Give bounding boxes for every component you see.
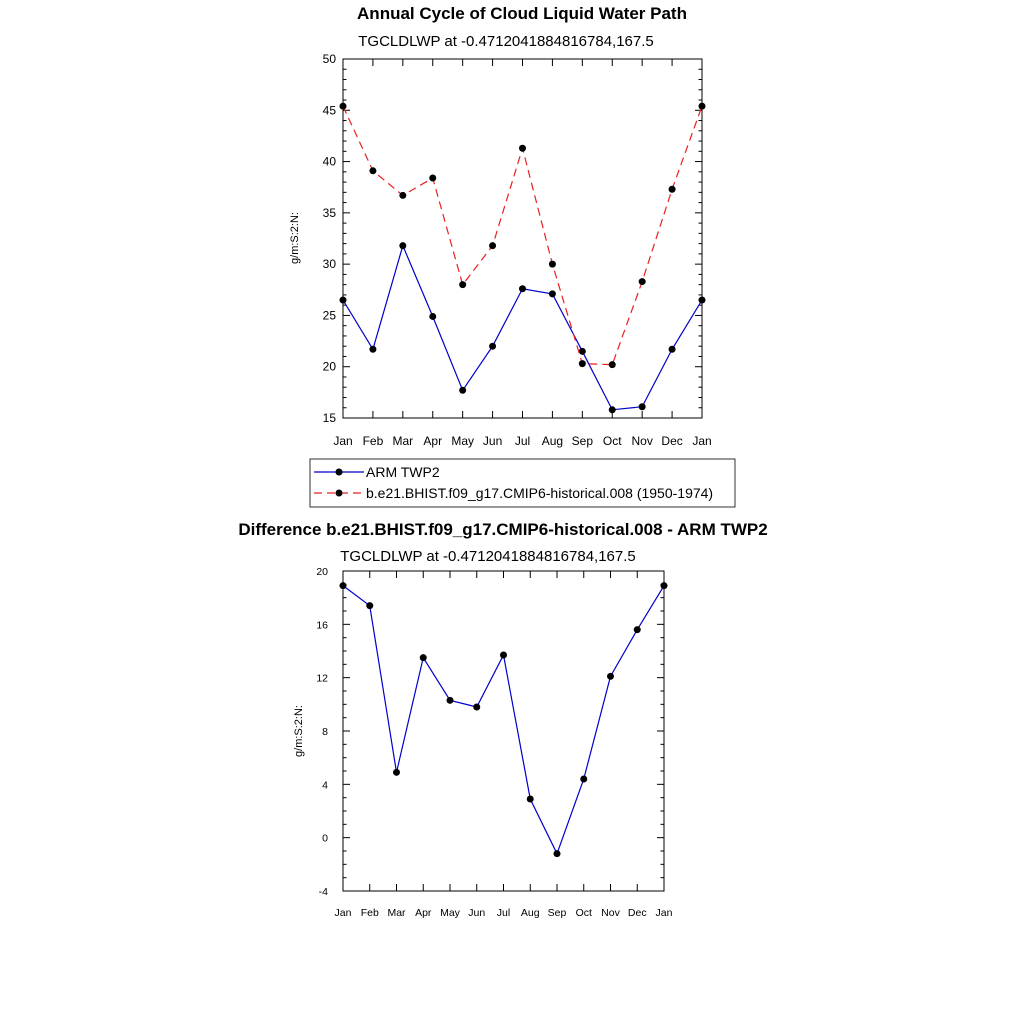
series-0-point [607,673,614,680]
x-tick-label: Mar [387,907,406,919]
x-tick-label: Jan [334,907,352,919]
legend-marker-arm-twp2 [336,469,343,476]
plot-frame [343,571,664,891]
x-tick-label: Jun [482,434,503,448]
series-0-point [699,297,706,304]
x-tick-label: Dec [627,907,647,919]
y-tick-label: 20 [316,566,328,578]
legend [310,459,735,507]
series-0-point [459,387,466,394]
x-tick-label: Jan [655,907,673,919]
y-tick-label: 20 [322,359,336,374]
difference-chart [238,520,767,919]
series-0-point [661,582,668,589]
series-0-point [519,285,526,292]
series-0-point [473,704,480,711]
x-tick-label: Oct [575,907,592,919]
x-tick-label: Feb [360,907,379,919]
y-tick-label: -4 [318,886,328,898]
series-1-point [399,192,406,199]
series-0-point [340,297,347,304]
y-tick-label: 0 [322,832,328,845]
series-0-point [634,626,641,633]
x-tick-label: Jun [468,907,486,919]
x-tick-label: Nov [631,434,653,448]
y-tick-label: 16 [316,619,328,632]
y-axis-label: g/m:S:2:N: [293,705,305,757]
series-line-0 [343,586,664,854]
series-0-point [554,850,561,857]
y-tick-label: 8 [322,726,328,738]
x-tick-label: Oct [602,434,622,448]
series-1-point [579,360,586,367]
series-0-point [639,403,646,410]
series-1-point [699,103,706,110]
series-line-0 [343,246,702,410]
series-1-point [429,174,436,181]
x-tick-label: Apr [415,907,432,919]
series-0-point [609,406,616,413]
series-0-point [489,343,496,350]
y-tick-label: 35 [322,205,336,220]
x-tick-label: Aug [520,907,540,919]
series-0-point [447,697,454,704]
y-tick-label: 15 [322,411,336,425]
x-tick-label: Jan [692,434,712,448]
x-tick-label: Jul [514,434,531,448]
y-tick-label: 12 [316,672,328,685]
series-1-point [639,278,646,285]
series-0-point [399,242,406,249]
x-tick-label: Aug [541,434,564,448]
series-1-point [459,281,466,288]
chart-subtitle: TGCLDLWP at -0.4712041884816784,167.5 [358,33,654,50]
series-0-point [340,582,347,589]
series-0-point [669,346,676,353]
x-tick-label: Sep [547,907,567,919]
chart-title: Difference b.e21.BHIST.f09_g17.CMIP6-historical.008 - ARM TWP2 [238,520,768,539]
y-tick-label: 45 [322,103,336,118]
series-0-point [369,346,376,353]
series-1-point [609,361,616,368]
y-axis-label: g/m:S:2:N: [289,212,301,264]
series-0-point [393,769,400,776]
x-tick-label: Feb [362,434,384,448]
legend-label-arm-twp2: ARM TWP2 [366,464,440,480]
x-tick-label: Mar [392,434,414,448]
series-0-point [500,652,507,659]
series-0-point [429,313,436,320]
y-tick-label: 40 [322,154,336,169]
x-tick-label: Apr [423,434,443,448]
x-tick-label: Sep [571,434,594,448]
series-1-point [489,242,496,249]
plot-frame [343,59,702,418]
series-1-point [340,103,347,110]
y-tick-label: 50 [322,52,336,66]
x-tick-label: Jul [496,907,511,919]
legend-label-model: b.e21.BHIST.f09_g17.CMIP6-historical.008 (1950-1974) [366,485,714,501]
y-tick-label: 30 [322,257,336,272]
series-1-point [369,167,376,174]
x-tick-label: Jan [333,434,353,448]
legend-marker-model [336,490,343,497]
series-0-point [579,348,586,355]
series-1-point [669,186,676,193]
series-0-point [549,290,556,297]
chart-title: Annual Cycle of Cloud Liquid Water Path [357,4,687,23]
series-1-point [549,261,556,268]
series-1-point [519,145,526,152]
chart-subtitle: TGCLDLWP at -0.4712041884816784,167.5 [340,548,636,565]
annual-cycle-chart [289,4,712,448]
x-tick-label: Nov [601,907,620,919]
series-0-point [420,654,427,661]
y-tick-label: 4 [322,779,328,792]
x-tick-label: May [451,434,475,448]
legend-entry-arm-twp2 [314,464,440,480]
series-0-point [527,796,534,803]
y-tick-label: 25 [322,308,336,323]
legend-entry-model [314,485,713,501]
series-0-point [366,602,373,609]
x-tick-label: Dec [661,434,683,448]
x-tick-label: May [440,907,460,919]
series-0-point [580,776,587,783]
